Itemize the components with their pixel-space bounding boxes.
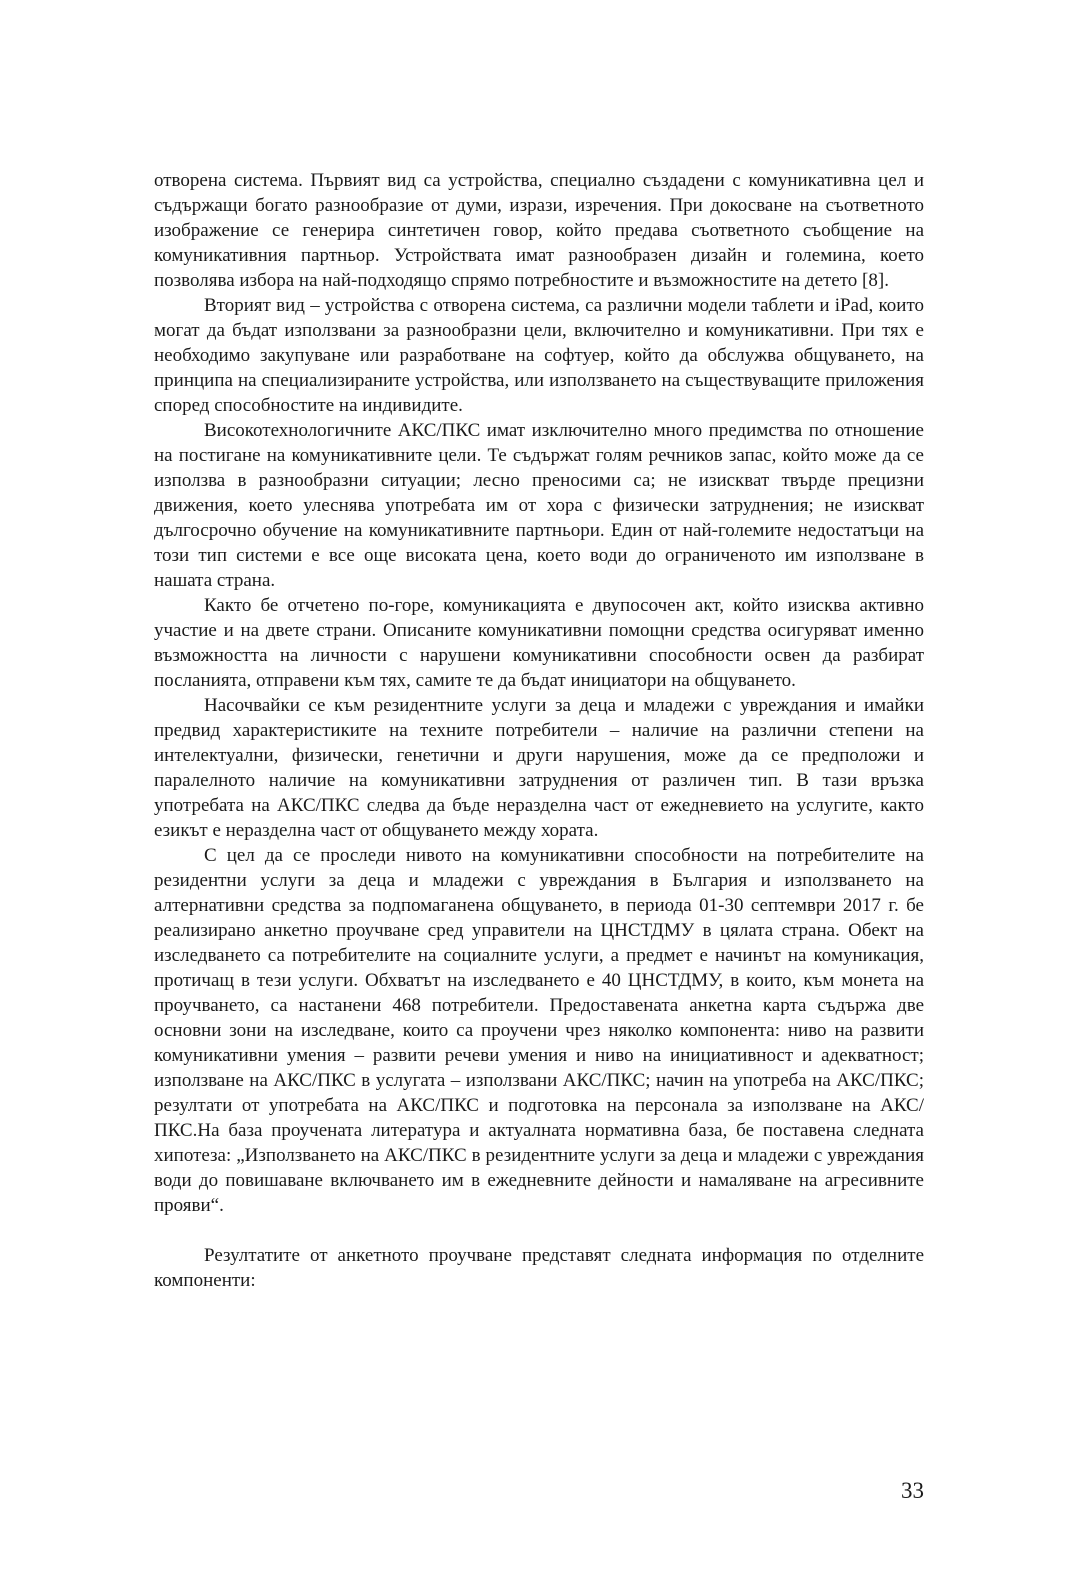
paragraph-second-type: Вторият вид – устройства с отворена система, са различни модели таблети и iPad, които могат да бъдат използвани за разнообразни цели, включително и комуникативни. При тях е необходимо закупуване или разработване на софтуер, който да обслужва общуването, на принципа на специализираните устройства, или използването на съществуващите приложения според способностите на индивидите. [154,295,924,416]
page-number: 33 [901,1478,924,1503]
page-body [154,168,924,1293]
paragraph-results-intro: Резултатите от анкетното проучване представят следната информация по отделните компоненти: [154,1245,924,1291]
paragraph-residential-services: Насочвайки се към резидентните услуги за деца и младежи с увреждания и имайки предвид характеристиките на техните потребители – наличие на различни степени на интелектуални, физически, генетични и други нарушения, може да се предположи и паралелното наличие на комуникативни затруднения от различен тип. В тази връзка употребата на АКС/ПКС следва да бъде неразделна част от ежедневието на услугите, както езикът е неразделна част от общуването между хората. [154,695,924,841]
paragraph-study-description: С цел да се проследи нивото на комуникативни способности на потребителите на резидентни услуги за деца и младежи с увреждания в България и използването на алтернативни средства за подпомаганена общуването, в периода 01-30 септември 2017 г. бе реализирано анкетно проучване сред управители на ЦНСТДМУ в цялата страна. Обект на изследването са потребителите на социалните услуги, а предмет е начинът на комуникация, протичащ в тези услуги. Обхватът на изследването е 40 ЦНСТДМУ, в които, към монета на проучването, са настанени 468 потребители. Предоставената анкетна карта съдържа две основни зони на изследване, които са проучени чрез няколко компонента: ниво на развити комуникативни умения – развити речеви умения и ниво на инициативност и адекватност; използване на АКС/ПКС в услугата – използвани АКС/ПКС; начин на употреба на АКС/ПКС; резултати от употребата на АКС/ПКС и подготовка на персонала за използване на АКС/ПКС.На база проучената литература и актуалната нормативна база, бе поставена следната хипотеза: „Използването на АКС/ПКС в резидентните услуги за деца и младежи с увреждания води до повишаване включването им в ежедневните дейности и намаляване на агресивните прояви“. [154,845,924,1216]
paragraph-continuation: отворена система. Първият вид са устройства, специално създадени с комуникативна цел и съдържащи богато разнообразие от думи, изрази, изречения. При докосване на съответното изображение се генерира синтетичен говор, който предава съответното съобщение на комуникативния партньор. Устройствата имат разнообразен дизайн и големина, което позволява избора на най-подходящо спрямо потребностите и възможностите на детето [8]. [154,170,924,291]
paragraph-two-way-communication: Както бе отчетено по-горе, комуникацията е двупосочен акт, който изисква активно участие и на двете страни. Описаните комуникативни помощни средства осигуряват именно възможността на личности с нарушени комуникативни способности освен да разбират посланията, отправени към тях, самите те да бъдат инициатори на общуването. [154,595,924,691]
paragraph-high-tech-advantages: Високотехнологичните АКС/ПКС имат изключително много предимства по отношение на постигане на комуникативните цели. Те съдържат голям речников запас, който може да се използва в разнообразни ситуации; лесно преносими са; не изискват твърде прецизни движения, което улеснява употребата им от хора с физически затруднения; не изискват дългосрочно обучение на комуникативните партньори. Един от най-големите недостатъци на този тип системи е все още високата цена, което води до ограниченото им използване в нашата страна. [154,420,924,591]
